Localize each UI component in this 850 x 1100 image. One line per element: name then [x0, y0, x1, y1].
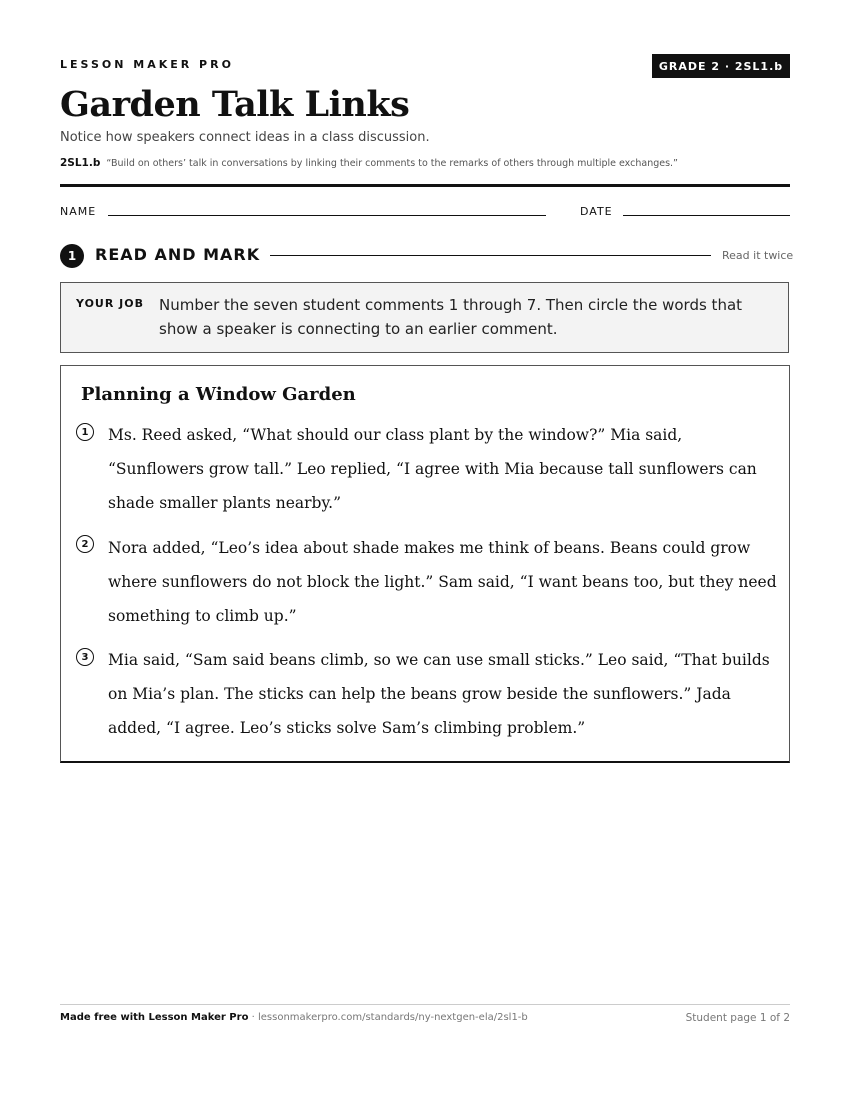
brand-name: LESSON MAKER PRO: [60, 58, 234, 71]
footer-separator: ·: [248, 1012, 258, 1023]
standard-code: 2SL1.b: [60, 157, 101, 169]
date-label: DATE: [580, 205, 613, 218]
passage-title: Planning a Window Garden: [81, 384, 356, 405]
page-title: Garden Talk Links: [60, 84, 410, 125]
footer-credit: [60, 1012, 528, 1023]
section-note: Read it twice: [722, 249, 794, 262]
date-field[interactable]: [623, 215, 790, 216]
instructions-box: [60, 282, 789, 353]
paragraph-number: 2: [76, 535, 94, 553]
step-number-badge: 1: [60, 244, 84, 268]
footer-divider: [60, 1004, 790, 1005]
section-divider: [270, 255, 711, 256]
passage-box: [60, 365, 790, 763]
instructions-text: Number the seven student comments 1 through 7. Then circle the words that show a speaker is connecting to an earlier comment.: [159, 296, 743, 338]
grade-badge: GRADE 2 · 2SL1.b: [652, 54, 790, 78]
header-divider: [60, 184, 790, 187]
standard-text: “Build on others’ talk in conversations by linking their comments to the remarks of others through multiple exchanges.”: [106, 158, 678, 169]
name-field[interactable]: [108, 215, 546, 216]
paragraph-number: 1: [76, 423, 94, 441]
page-subtitle: Notice how speakers connect ideas in a class discussion.: [60, 130, 430, 145]
footer-made-with: Made free with Lesson Maker Pro: [60, 1012, 249, 1023]
paragraph-number: 3: [76, 648, 94, 666]
paragraph: Ms. Reed asked, “What should our class plant by the window?” Mia said, “Sunflowers grow tall.” Leo replied, “I agree with Mia because tall sunflowers can shade smaller plants nearby.”: [108, 426, 757, 512]
footer-page-number: Student page 1 of 2: [685, 1012, 790, 1024]
paragraph: Nora added, “Leo’s idea about shade makes me think of beans. Beans could grow where sunflowers do not block the light.” Sam said, “I want beans too, but they need something to climb up.”: [108, 539, 777, 625]
name-label: NAME: [60, 205, 97, 218]
paragraph: Mia said, “Sam said beans climb, so we can use small sticks.” Leo said, “That builds on Mia’s plan. The sticks can help the beans grow beside the sunflowers.” Jada added, “I agree. Leo’s sticks solve Sam’s climbing problem.”: [108, 651, 770, 737]
footer-url[interactable]: lessonmakerpro.com/standards/ny-nextgen-ela/2sl1-b: [257, 1012, 528, 1023]
section-title: READ AND MARK: [95, 245, 261, 264]
instructions-label: YOUR JOB: [76, 297, 144, 310]
standard-line: [60, 157, 678, 169]
